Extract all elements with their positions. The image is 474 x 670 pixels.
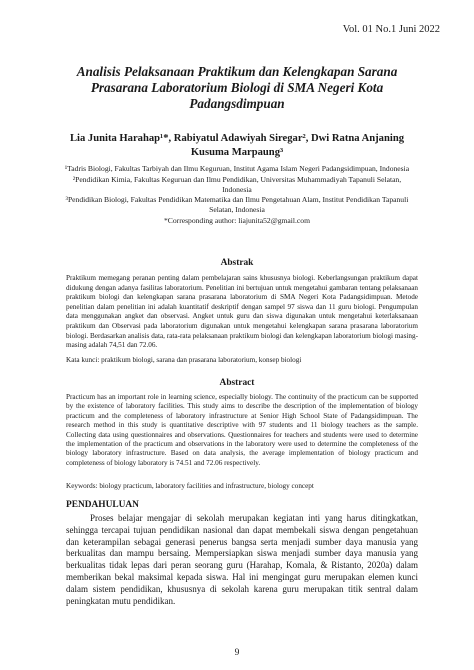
section-body — [66, 513, 418, 607]
intro-paragraph: Proses belajar mengajar di sekolah merupakan kegiatan inti yang harus ditingkatkan, sehingga tercapai tujuan pendidikan nasional dan dapat membekali siswa dengan pengetahuan dan keterampilan sebagai generasi penerus bangsa serta menjadi sumber daya manusia yang berkualitas dan mampu bersaing. Mempersiapkan siswa menjadi sumber daya manusia yang berkualitas tidak lepas dari peran seorang guru (Harahap, Komala, & Ristanto, 2020a) dalam memberikan bekal maksimal kepada siswa. Hal ini mengingat guru merupakan elemen kunci dalam sistem pendidikan, khususnya di sekolah karena guru merupakan titik sentral dalam peningkatan mutu pendidikan. — [66, 513, 418, 606]
affiliation-2: ²Pendidikan Kimia, Fakultas Keguruan dan Ilmu Pendidikan, Universitas Muhammadiyah Tapanuli Selatan, Indonesia — [72, 174, 402, 194]
page-number: 9 — [234, 648, 240, 658]
article-title: Analisis Pelaksanaan Praktikum dan Kelengkapan Sarana Prasarana Laboratorium Biologi di SMA Negeri Kota Padangsdimpuan — [76, 64, 398, 111]
affiliations — [60, 164, 414, 226]
corresponding-author: *Corresponding author: liajunita52@gmail.com — [164, 215, 310, 225]
author-list: Lia Junita Harahap¹*, Rabiyatul Adawiyah Siregar², Dwi Ratna Anjaning Kusuma Marpaung³ — [69, 133, 405, 158]
kata-kunci: Kata kunci: praktikum biologi, sarana dan prasarana laboratorium, konsep biologi — [66, 356, 302, 364]
abstrak-body: Praktikum memegang peranan penting dalam pembelajaran sains khususnya biologi. Keberlangsungan praktikum dapat didukung dengan adanya fasilitas laboratorium. Penelitian ini bertujuan untuk mengetahui gambaran tentang pelaksanaan praktikum biologi dan kelengkapan sarana prasarana laboratorium di SMA Negeri Kota Padangsidimpuan. Metode penelitian dalam penelitian ini adalah kuantitatif deskriptif dengan sampel 97 siswa dan 11 guru biologi. Pengumpulan data menggunakan angket dan observasi. Angket untuk guru dan siswa digunakan untuk mengetahui keterlaksanaan praktikum dan Observasi pada laboratorium digunakan untuk mengetahui kelengkapan sarana prasarana laboratorium biologi. Berdasarkan analisis data, rata-rata pelaksanaan praktikum biologi dan kelengkapan laboratorium biologi masing-masing adalah 74,51 dan 72.06. — [66, 274, 418, 350]
abstrak-heading: Abstrak — [220, 258, 254, 268]
keywords: Keywords: biology practicum, laboratory facilities and infrastructure, biology concept — [66, 482, 314, 490]
affiliation-3: ³Pendidikan Biologi, Fakultas Pendidikan Matematika dan Ilmu Pengetahuan Alam, Institut Pendidikan Tapanuli Selatan, Indonesia — [65, 195, 409, 214]
journal-issue-header: Vol. 01 No.1 Juni 2022 — [342, 24, 440, 35]
section-heading: PENDAHULUAN — [66, 500, 139, 510]
abstract-heading: Abstract — [219, 378, 255, 388]
affiliation-1: ¹Tadris Biologi, Fakultas Tarbiyah dan Ilmu Keguruan, Institut Agama Islam Negeri Padangsidimpuan, Indonesia — [64, 164, 410, 173]
abstract-body: Practicum has an important role in learning science, especially biology. The continuity of the practicum can be supported by the existence of laboratory facilities. This study aims to describe the description of the implementation of biology practicum and the completeness of laboratory infrastructure at Senior High School State of Padangsidimpuan. The research method in this study is quantitative descriptive with 97 students and 11 biology teachers as the sample. Collecting data using questionnaires and observations. Questionnaires for teachers and students were used to determine the implementation of the practicum and observations in the laboratory were used to determine the completeness of the biology laboratory infrastructure. Based on data analysis, the average implementation of biology practicum and completeness of biology laboratory is 74.51 and 72.06 respectively. — [66, 393, 418, 467]
